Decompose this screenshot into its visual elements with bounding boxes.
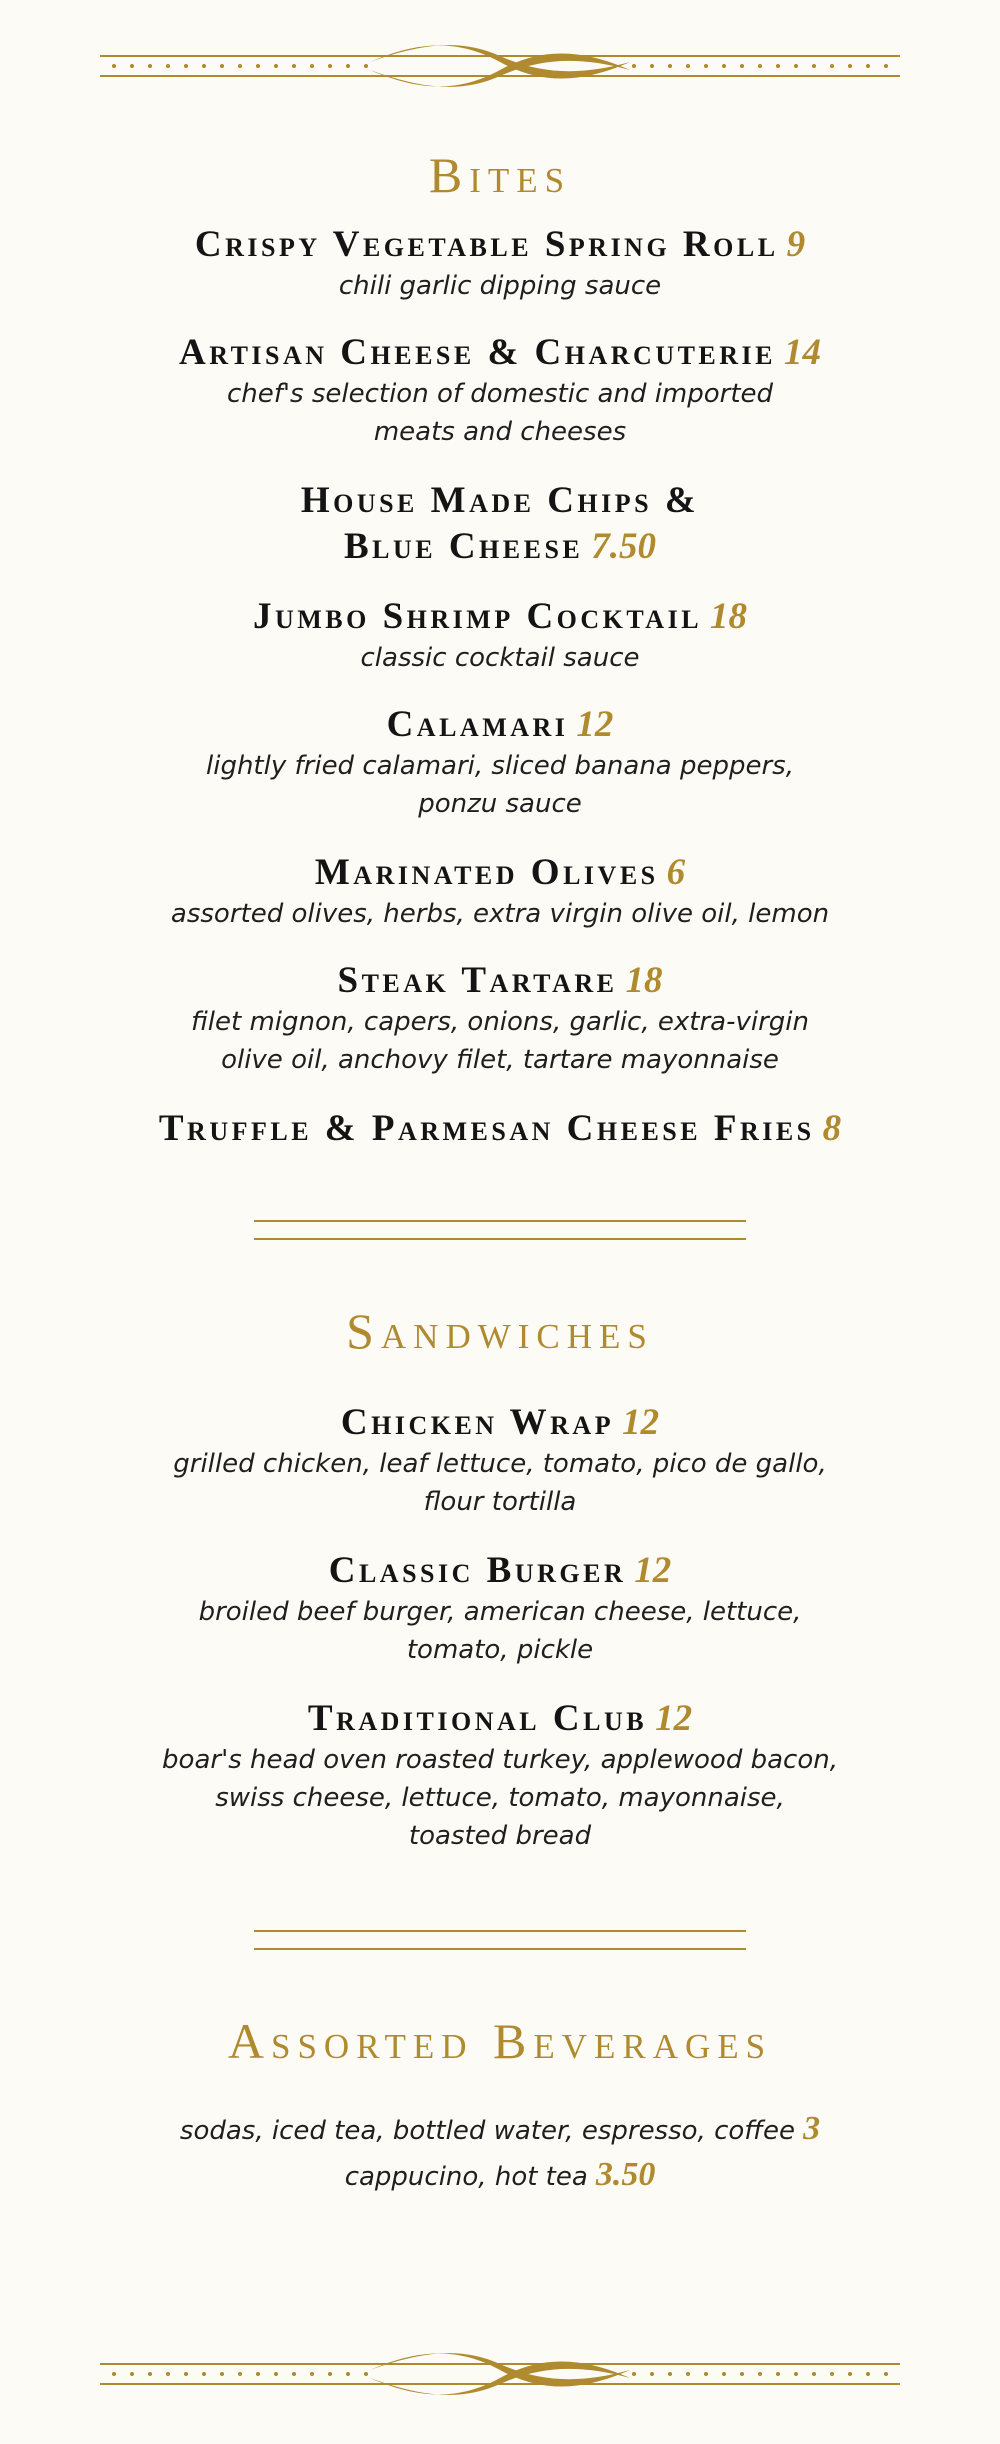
item-name: Classic Burger	[328, 1550, 627, 1591]
top-ornament	[100, 36, 900, 96]
item-name: Marinated Olives	[314, 852, 659, 893]
item-description-line2: meats and cheeses	[373, 417, 627, 447]
item-description-line2: olive oil, anchovy filet, tartare mayonnaise	[221, 1045, 779, 1075]
item-description: broiled beef burger, american cheese, lettuce,	[198, 1597, 802, 1627]
item-description: classic cocktail sauce	[360, 643, 640, 673]
item-description: grilled chicken, leaf lettuce, tomato, pico de gallo,	[173, 1449, 827, 1479]
item-name: Traditional Club	[307, 1698, 648, 1739]
menu-item	[60, 958, 940, 1080]
item-price: 12	[622, 1402, 660, 1443]
item-name: Jumbo Shrimp Cocktail	[252, 596, 703, 637]
item-description: filet mignon, capers, onions, garlic, extra-virgin	[191, 1007, 809, 1037]
item-price: 18	[710, 596, 748, 637]
menu-item	[60, 594, 940, 678]
item-description: boar's head oven roasted turkey, applewood bacon,	[162, 1745, 838, 1775]
item-price: 12	[655, 1698, 693, 1739]
menu-item	[60, 1106, 940, 1152]
item-price: 9	[786, 224, 806, 265]
beverage-description: sodas, iced tea, bottled water, espresso, coffee	[179, 2116, 796, 2146]
item-description-line2: ponzu sauce	[418, 789, 582, 819]
section-title-beverages: Assorted Beverages	[227, 2013, 773, 2069]
beverage-price: 3	[803, 2110, 821, 2147]
item-price: 18	[625, 960, 663, 1001]
item-price: 6	[666, 852, 686, 893]
item-name: Steak Tartare	[337, 960, 618, 1001]
beverage-line	[60, 2110, 940, 2148]
section-title-bites: Bites	[428, 147, 572, 203]
menu-item	[60, 330, 940, 452]
item-name: Chicken Wrap	[340, 1402, 615, 1443]
bottom-ornament	[100, 2344, 900, 2404]
item-description-line2: flour tortilla	[423, 1487, 577, 1517]
item-name: Truffle & Parmesan Cheese Fries	[158, 1108, 815, 1149]
item-name: Crispy Vegetable Spring Roll	[194, 224, 779, 265]
menu-item	[60, 478, 940, 570]
beverage-price: 3.50	[595, 2156, 656, 2193]
item-description-line3: toasted bread	[408, 1821, 592, 1851]
item-name: Calamari	[386, 704, 569, 745]
item-price: 8	[822, 1108, 842, 1149]
item-price: 12	[634, 1550, 672, 1591]
section-title-sandwiches: Sandwiches	[346, 1303, 654, 1359]
menu-item	[60, 1696, 940, 1856]
menu-item	[60, 1548, 940, 1670]
item-description-line2: tomato, pickle	[406, 1635, 594, 1665]
item-name-line2: Blue Cheese	[343, 526, 584, 567]
item-name: House Made Chips &	[300, 480, 700, 521]
item-name: Artisan Cheese & Charcuterie	[178, 332, 777, 373]
section-divider	[254, 1930, 746, 1954]
beverage-line	[60, 2156, 940, 2194]
item-price: 7.50	[591, 526, 657, 567]
beverage-description: cappucino, hot tea	[344, 2162, 588, 2192]
item-description: chili garlic dipping sauce	[338, 271, 662, 301]
menu-item	[60, 850, 940, 934]
item-price: 14	[784, 332, 822, 373]
menu-item	[60, 222, 940, 306]
section-divider	[254, 1220, 746, 1244]
item-description: assorted olives, herbs, extra virgin olive oil, lemon	[170, 899, 830, 929]
menu-item	[60, 702, 940, 824]
item-description: lightly fried calamari, sliced banana peppers,	[206, 751, 794, 781]
menu-item	[60, 1400, 940, 1522]
item-price: 12	[576, 704, 614, 745]
item-description: chef's selection of domestic and imported	[226, 379, 774, 409]
item-description-line2: swiss cheese, lettuce, tomato, mayonnaise,	[215, 1783, 785, 1813]
